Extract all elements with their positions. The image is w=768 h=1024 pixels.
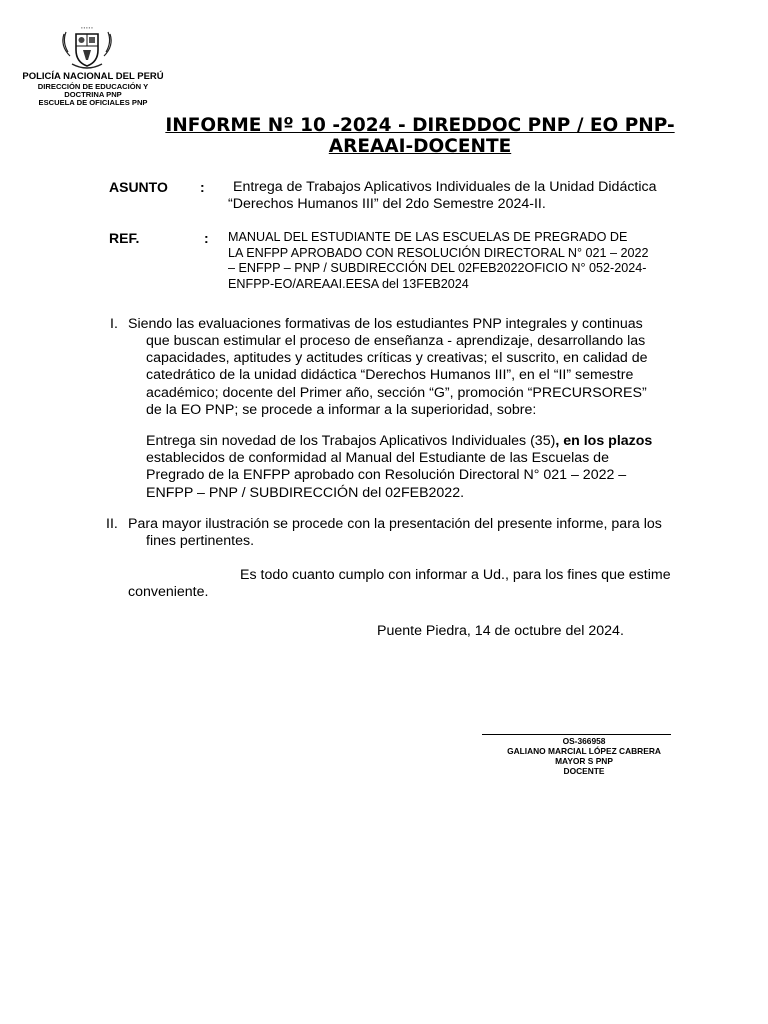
ref-label: REF. xyxy=(109,230,140,246)
place-date: Puente Piedra, 14 de octubre del 2024. xyxy=(377,623,624,639)
ref-line-2: LA ENFPP APROBADO CON RESOLUCIÓN DIRECTORAL N° 021 – 2022 xyxy=(228,245,649,260)
section-1-line-4: catedrático de la unidad didáctica “Derechos Humanos III”, en el “II” semestre xyxy=(146,367,634,384)
signature-line xyxy=(482,734,671,735)
ref-line-4: ENFPP-EO/AREAAI.EESA del 13FEB2024 xyxy=(228,276,469,291)
signature-code: OS-366958 xyxy=(562,736,606,746)
section-1-number: I. xyxy=(110,316,118,332)
delivery-line-1-main: Entrega sin novedad de los Trabajos Aplicativos Individuales (35) xyxy=(146,433,556,449)
section-1-delivery-paragraph xyxy=(146,433,713,502)
header-institution: POLICÍA NACIONAL DEL PERÚ xyxy=(22,71,164,82)
section-1-line-3: capacidades, aptitudes y actitudes críticas y creativas; el suscrito, en calidad de xyxy=(146,350,648,367)
ref-line-3: – ENFPP – PNP / SUBDIRECCIÓN DEL 02FEB2022OFICIO N° 052-2024- xyxy=(228,261,647,276)
header-school: ESCUELA DE OFICIALES PNP xyxy=(38,98,148,107)
ref-text xyxy=(228,230,714,292)
delivery-line-2: establecidos de conformidad al Manual del Estudiante de las Escuelas de xyxy=(146,450,609,467)
header-direction: DIRECCIÓN DE EDUCACIÓN Y xyxy=(37,82,149,91)
section-1-line-1: Siendo las evaluaciones formativas de los estudiantes PNP integrales y continuas xyxy=(128,316,643,332)
ref-line-1: MANUAL DEL ESTUDIANTE DE LAS ESCUELAS DE PREGRADO DE xyxy=(228,230,628,244)
closing-line-1: Es todo cuanto cumplo con informar a Ud., para los fines que estime xyxy=(240,567,671,583)
closing-line-2: conveniente. xyxy=(128,584,209,600)
title-line-1: INFORME Nº 10 -2024 - DIREDDOC PNP / EO PNP- xyxy=(165,115,675,136)
delivery-line-1-tail: , en los plazos xyxy=(555,433,653,449)
delivery-line-4: ENFPP – PNP / SUBDIRECCIÓN del 02FEB2022. xyxy=(146,484,465,501)
section-2-number: II. xyxy=(106,516,118,532)
section-2-line-2: fines pertinentes. xyxy=(146,533,255,549)
asunto-line-2: “Derechos Humanos III” del 2do Semestre 2024-II. xyxy=(228,196,546,212)
delivery-line-1 xyxy=(146,433,713,450)
peru-coat-of-arms-icon xyxy=(58,22,116,72)
asunto-line-1: Entrega de Trabajos Aplicativos Individuales de la Unidad Didáctica xyxy=(233,179,657,195)
signature-rank: MAYOR S PNP xyxy=(555,756,613,766)
header-doctrine: DOCTRINA PNP xyxy=(64,90,122,99)
section-1-line-2: que buscan estimular el proceso de enseñanza - aprendizaje, desarrollando las xyxy=(146,333,646,349)
section-1-line-6: de la EO PNP; se procede a informar a la superioridad, sobre: xyxy=(146,401,537,418)
section-1-line-5: académico; docente del Primer año, sección “G”, promoción “PRECURSORES” xyxy=(146,384,647,401)
signature-name: GALIANO MARCIAL LÓPEZ CABRERA xyxy=(507,746,661,756)
section-2-line-1: Para mayor ilustración se procede con la presentación del presente informe, para los xyxy=(128,516,662,532)
asunto-label: ASUNTO xyxy=(109,179,168,195)
asunto-colon: : xyxy=(200,179,205,195)
svg-text:▪ ▪ ▪ ▪ ▪: ▪ ▪ ▪ ▪ ▪ xyxy=(81,25,93,30)
signature-role: DOCENTE xyxy=(563,766,605,776)
document-title xyxy=(110,115,730,157)
delivery-line-3: Pregrado de la ENFPP aprobado con Resolución Directoral N° 021 – 2022 – xyxy=(146,467,627,484)
title-line-2: AREAAI-DOCENTE xyxy=(328,136,512,157)
section-1-paragraph xyxy=(146,333,713,419)
ref-colon: : xyxy=(204,230,209,246)
asunto-text xyxy=(228,179,714,213)
